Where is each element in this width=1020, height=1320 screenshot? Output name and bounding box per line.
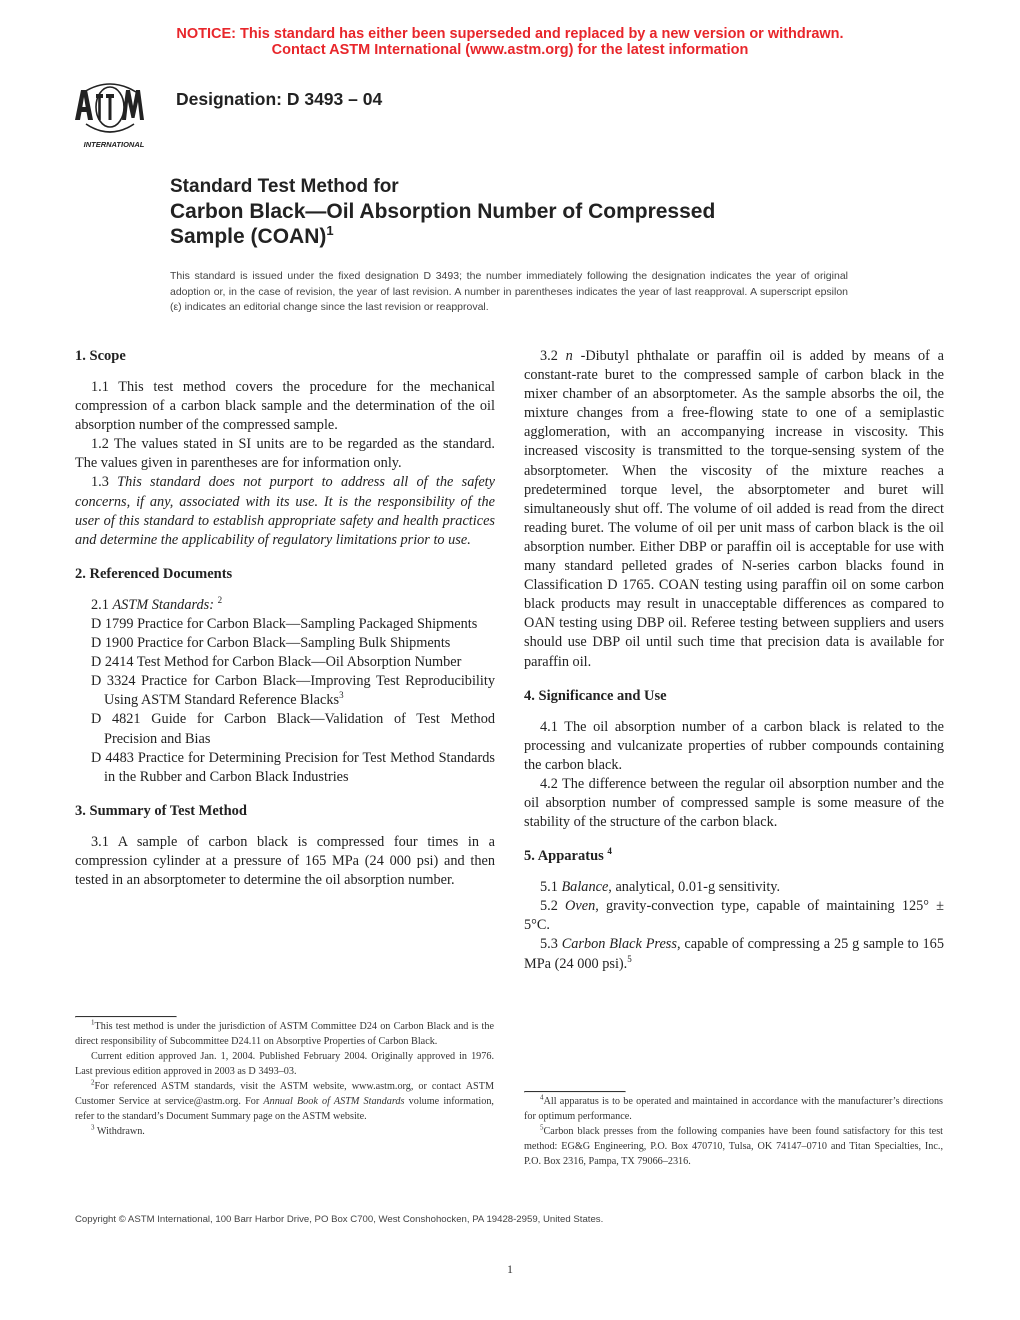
footnote-1-edition: Current edition approved Jan. 1, 2004. Published February 2004. Originally approved in 1976. Last previous edition approved in 2003 as D 3493–03.	[75, 1051, 494, 1077]
para-5-2-italic: Oven	[565, 898, 596, 915]
document-title	[170, 175, 715, 249]
footnote-4-marker: 4	[540, 1093, 544, 1102]
para-3-2-text: -Dibutyl phthalate or paraffin oil is added by means of a constant-rate buret to the compressed sample of carbon black in the mixer chamber of an absorptometer. As the sample absorbs the oil, the mixture changes from a free-flowing state to one of a semiplastic agglomeration, with an accompanying increase in viscosity. This increased viscosity is transmitted to the torque-sensing system of the absorptometer. When the viscosity of the mixture reaches a predetermined torque level, the absorptometer and buret will simultaneously shut off. The volume of oil added is read from the direct reading buret. The volume of oil per unit mass of carbon black is the oil absorption number. Either DBP or paraffin oil is acceptable for use with many standard pelleted grades of N-series carbon blacks found in Classification D 1765. COAN testing using paraffin oil on some carbon black products may result in unacceptable differences as compared to OAN testing using DBP oil. Referee testing between suppliers and users should use DBP oil until such time that precision data is available for paraffin oil.	[524, 348, 944, 670]
section-3-heading: 3. Summary of Test Method	[75, 802, 247, 819]
ref-d4483: D 4483 Practice for Determining Precision for Test Method Standards in the Rubber and Carbon Black Industries	[91, 749, 495, 785]
footnote-2-marker: 2	[91, 1078, 95, 1087]
title-line-2: Carbon Black—Oil Absorption Number of Compressed	[170, 200, 716, 223]
footnote-1-text: This test method is under the jurisdiction of ASTM Committee D24 on Carbon Black and is the direct responsibility of Subcommittee D24.11 on Absorptive Properties of Carbon Black.	[75, 1021, 494, 1047]
section-1-heading: 1. Scope	[75, 348, 126, 364]
para-5-3-footnote-marker: 5	[627, 953, 632, 964]
right-footnotes	[524, 1091, 943, 1169]
title-line-3	[170, 224, 715, 249]
para-3-1: 3.1 A sample of carbon black is compressed four times in a compression cylinder at a pressure of 165 MPa (24 000 psi) and then tested in an absorptometer to determine the oil absorption number.	[75, 833, 495, 888]
notice-line-2: Contact ASTM International (www.astm.org) for the latest information	[271, 42, 749, 58]
footnote-3-marker: 3	[91, 1123, 95, 1132]
designation: Designation: D 3493 – 04	[176, 89, 383, 109]
para-4-1: 4.1 The oil absorption number of a carbon black is related to the processing and vulcanizate properties of rubber compounds containing the carbon black.	[524, 718, 944, 773]
para-5-3-italic: Carbon Black Press	[561, 936, 677, 953]
para-2-1-footnote-marker: 2	[217, 595, 223, 606]
para-5-1-text: , analytical, 0.01-g sensitivity.	[608, 879, 781, 896]
para-1-3	[75, 473, 495, 549]
ref-d3324-text: D 3324 Practice for Carbon Black—Improving Test Reproducibility Using ASTM Standard Reference Blacks	[91, 673, 495, 709]
section-5-footnote-marker: 4	[607, 846, 612, 857]
para-3-2	[524, 347, 944, 672]
title-line-3-text: Sample (COAN)	[170, 225, 327, 248]
ref-d4821: D 4821 Guide for Carbon Black—Validation of Test Method Precision and Bias	[91, 711, 495, 747]
footnote-3-text: Withdrawn.	[96, 1126, 145, 1137]
right-column	[524, 347, 944, 974]
footnote-4-text: All apparatus is to be operated and maintained in accordance with the manufacturer’s directions for optimum performance.	[524, 1096, 943, 1122]
para-5-1	[524, 878, 944, 897]
section-4-heading: 4. Significance and Use	[524, 687, 667, 704]
issuance-note: This standard is issued under the fixed designation D 3493; the number immediately following the designation indicates the year of original adoption or, in the case of revision, the year of last revision. A number in parentheses indicates the year of last reapproval. A superscript epsilon (ε) indicates an editorial change since the last revision or reapproval.	[170, 270, 848, 314]
section-5-heading-text: 5. Apparatus	[524, 848, 604, 865]
para-2-1	[75, 596, 495, 615]
ref-d1900: D 1900 Practice for Carbon Black—Sampling Bulk Shipments	[91, 635, 451, 652]
para-3-2-number: 3.2	[540, 348, 566, 364]
logo-text: INTERNATIONAL	[83, 140, 145, 149]
withdrawal-notice	[0, 26, 1020, 58]
footnote-4	[524, 1094, 943, 1124]
footnote-1	[75, 1019, 494, 1049]
ref-d1799: D 1799 Practice for Carbon Black—Sampling Packaged Shipments	[91, 615, 478, 632]
para-5-3-number: 5.3	[540, 936, 562, 953]
para-5-2-text: , gravity-convection type, capable of maintaining 125° ± 5°C.	[524, 898, 944, 934]
para-2-1-text: ASTM Standards:	[112, 596, 214, 613]
astm-logo	[66, 80, 162, 150]
ref-d2414: D 2414 Test Method for Carbon Black—Oil Absorption Number	[91, 654, 462, 671]
footnote-2-text-a: For referenced ASTM standards, visit the ASTM website, www.astm.org, or contact ASTM Customer Service at service@astm.org. For	[75, 1081, 494, 1107]
ref-d3324-footnote-marker: 3	[339, 690, 344, 701]
footnote-1-marker: 1	[91, 1018, 95, 1027]
para-5-2	[524, 897, 944, 935]
para-5-3-text: , capable of compressing a 25 g sample to 165 MPa (24 000 psi).	[524, 936, 944, 972]
page-number: 1	[507, 1262, 513, 1276]
title-line-1: Standard Test Method for	[170, 176, 399, 197]
footnote-2-italic: Annual Book of ASTM Standards	[263, 1096, 405, 1107]
title-footnote-marker: 1	[326, 223, 334, 238]
copyright-line: Copyright © ASTM International, 100 Barr Harbor Drive, PO Box C700, West Conshohocken, PA 19428-2959, United States.	[75, 1214, 604, 1225]
para-5-3	[524, 935, 944, 973]
footnote-5	[524, 1124, 943, 1169]
section-2-heading: 2. Referenced Documents	[75, 565, 233, 582]
para-5-1-italic: Balance	[561, 879, 609, 896]
para-1-3-text: This standard does not purport to address all of the safety concerns, if any, associated with its use. It is the responsibility of the user of this standard to establish appropriate safety and health practices and determine the applicability of regulatory limitations prior to use.	[75, 474, 495, 548]
notice-line-1: NOTICE: This standard has either been superseded and replaced by a new version or withdrawn.	[176, 26, 844, 42]
para-5-2-number: 5.2	[540, 898, 566, 915]
footnote-5-marker: 5	[540, 1123, 544, 1132]
ref-d3324	[75, 672, 495, 710]
footnote-5-text: Carbon black presses from the following companies have been found satisfactory for this test method: EG&G Engineering, P.O. Box 470710, Tulsa, OK 74147–0710 and Titan Specialties, Inc., P.O. Box 2316, Pampa, TX 79066–2316.	[524, 1126, 943, 1167]
footnote-2	[75, 1079, 494, 1124]
para-4-2: 4.2 The difference between the regular oil absorption number and the oil absorption number of compressed sample is some measure of the stability of the structure of the carbon black.	[524, 775, 944, 831]
para-1-2: 1.2 The values stated in SI units are to be regarded as the standard. The values given in parentheses are for information only.	[75, 436, 495, 472]
para-1-3-number: 1.3	[91, 474, 118, 491]
para-3-2-italic: n	[565, 348, 573, 364]
footnote-2-text-b: volume information, refer to the standard’s Document Summary page on the ASTM website.	[75, 1096, 494, 1122]
left-column	[75, 347, 495, 890]
footnote-3	[75, 1124, 494, 1139]
para-1-1: 1.1 This test method covers the procedure for the mechanical compression of a carbon black sample and the determination of the oil absorption number of the compressed sample.	[75, 379, 495, 434]
para-2-1-number: 2.1	[91, 596, 113, 613]
para-5-1-number: 5.1	[540, 879, 562, 896]
left-footnotes	[75, 1016, 494, 1139]
section-5-heading	[524, 847, 944, 866]
